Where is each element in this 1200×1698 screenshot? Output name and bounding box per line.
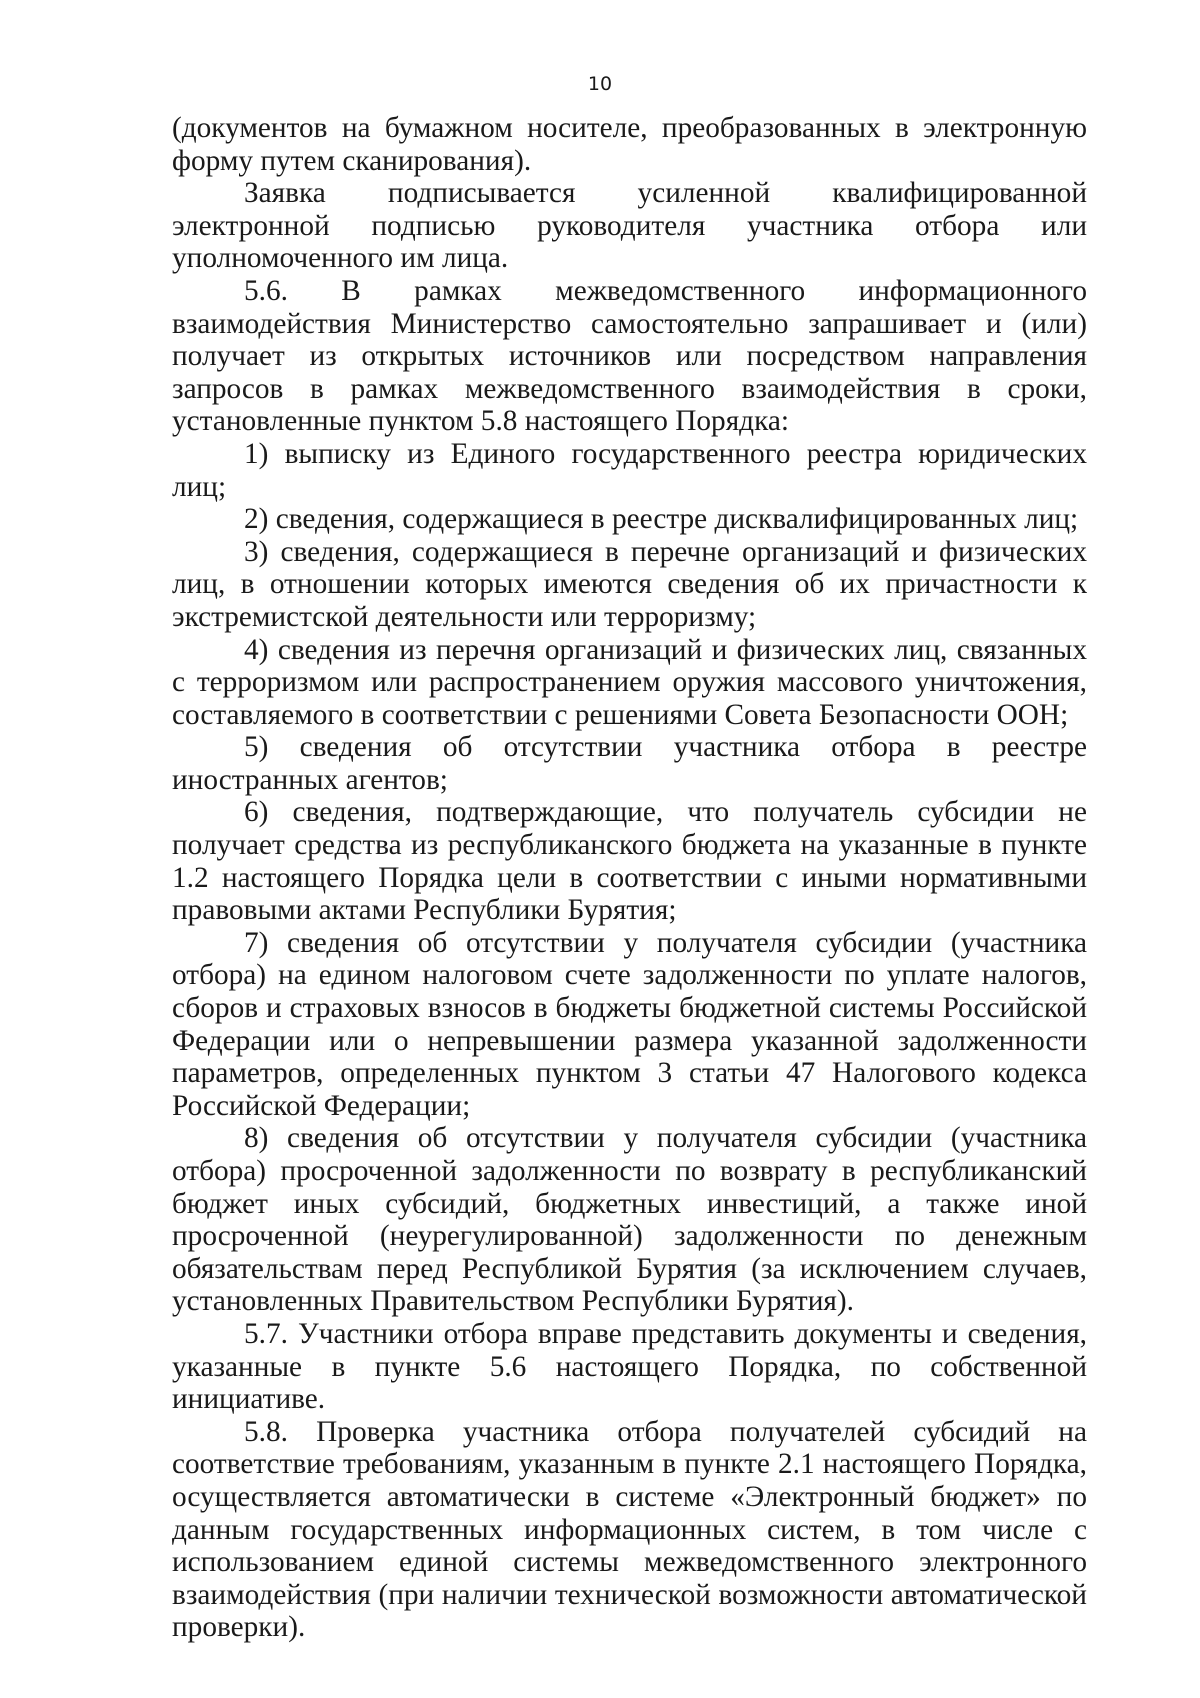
- list-item-3: 3) сведения, содержащиеся в перечне организаций и физических лиц, в отношении которых имеются сведения об их причастности к экстремистской деятельности или терроризму;: [172, 535, 1087, 633]
- document-body: [172, 112, 1087, 1644]
- paragraph-5-8: 5.8. Проверка участника отбора получателей субсидий на соответствие требованиям, указанным в пункте 2.1 настоящего Порядка, осуществляется автоматически в системе «Электронный бюджет» по данным государственных информационных систем, в том числе с использованием единой системы межведомственного электронного взаимодействия (при наличии технической возможности автоматической проверки).: [172, 1415, 1087, 1644]
- list-item-8: 8) сведения об отсутствии у получателя субсидии (участника отбора) просроченной задолженности по возврату в республиканский бюджет иных субсидий, бюджетных инвестиций, а также иной просроченной (неурегулированной) задолженности по денежным обязательствам перед Республикой Бурятия (за исключением случаев, установленных Правительством Республики Бурятия).: [172, 1122, 1087, 1318]
- page-number: 10: [587, 73, 613, 95]
- list-item-2: 2) сведения, содержащиеся в реестре дисквалифицированных лиц;: [244, 503, 1079, 536]
- list-item-6: 6) сведения, подтверждающие, что получатель субсидии не получает средства из республиканского бюджета на указанные в пункте 1.2 настоящего Порядка цели в соответствии с иными нормативными правовыми актами Республики Бурятия;: [172, 796, 1087, 927]
- paragraph-5-6: 5.6. В рамках межведомственного информационного взаимодействия Министерство самостоятельно запрашивает и (или) получает из открытых источников или посредством направления запросов в рамках межведомственного взаимодействия в сроки, установленные пунктом 5.8 настоящего Порядка:: [172, 274, 1087, 438]
- paragraph-continuation: (документов на бумажном носителе, преобразованных в электронную форму путем сканирования).: [172, 112, 1087, 177]
- paragraph-5-7: 5.7. Участники отбора вправе представить документы и сведения, указанные в пункте 5.6 настоящего Порядка, по собственной инициативе.: [172, 1317, 1087, 1416]
- list-item-7: 7) сведения об отсутствии у получателя субсидии (участника отбора) на едином налоговом счете задолженности по уплате налогов, сборов и страховых взносов в бюджеты бюджетной системы Российской Федерации или о непревышении размера указанной задолженности параметров, определенных пунктом 3 статьи 47 Налогового кодекса Российской Федерации;: [172, 926, 1087, 1122]
- list-item-4: 4) сведения из перечня организаций и физических лиц, связанных с терроризмом или распространением оружия массового уничтожения, составляемого в соответствии с решениями Совета Безопасности ООН;: [172, 633, 1087, 731]
- paragraph-application-signature: Заявка подписывается усиленной квалифицированной электронной подписью руководителя участника отбора или уполномоченного им лица.: [172, 177, 1087, 275]
- list-item-5: 5) сведения об отсутствии участника отбора в реестре иностранных агентов;: [172, 731, 1087, 796]
- list-item-1: 1) выписку из Единого государственного реестра юридических лиц;: [172, 437, 1087, 503]
